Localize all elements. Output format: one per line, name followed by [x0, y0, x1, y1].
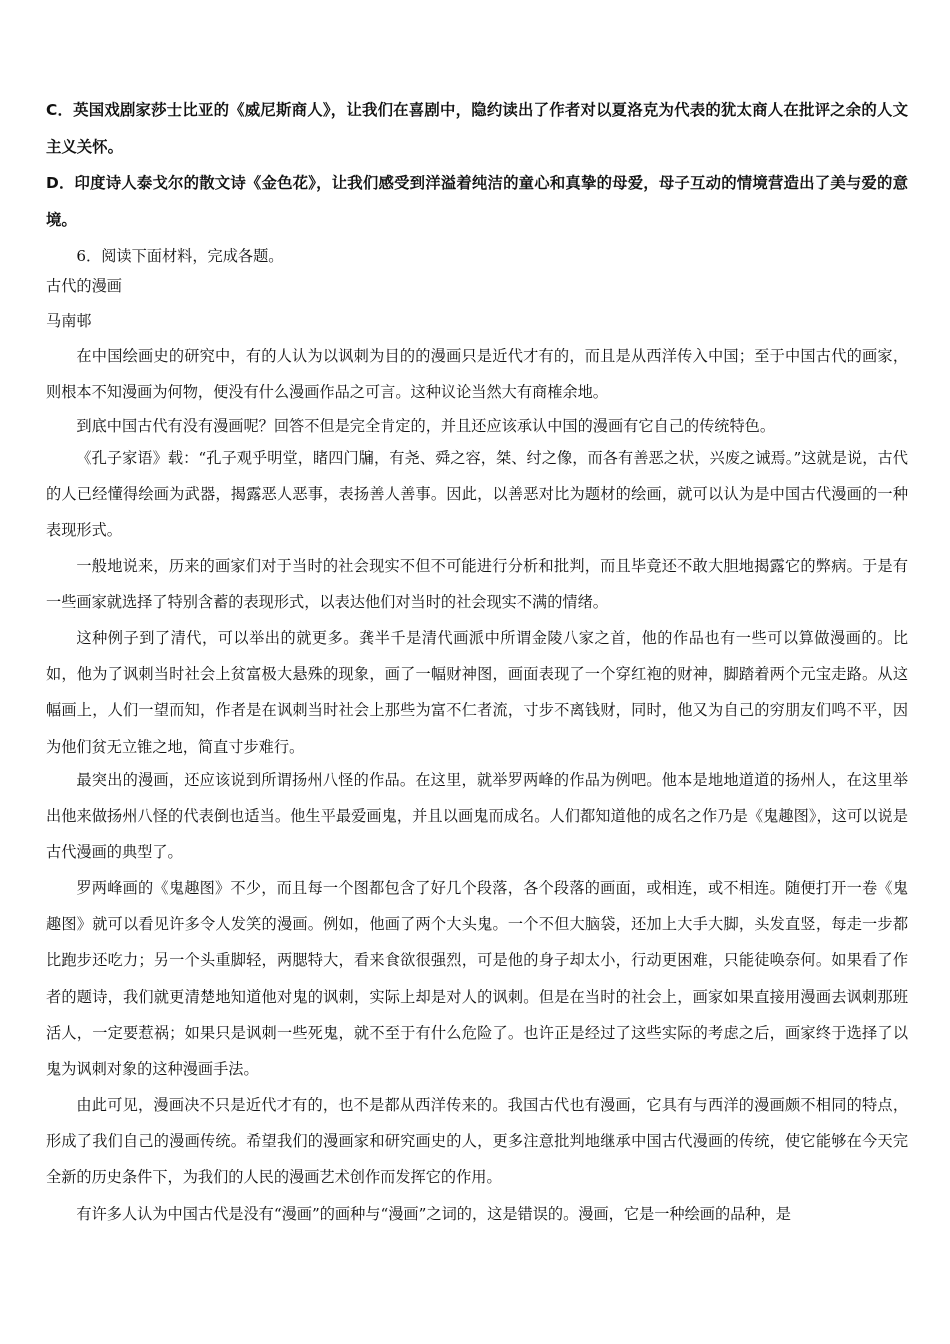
article-paragraph-8: 由此可见，漫画决不只是近代才有的，也不是都从西洋传来的。我国古代也有漫画，它具有与西洋的漫画颇不相同的特点，形成了我们自己的漫画传统。希望我们的漫画家和研究画史的人，更多注意批判地继承中国古代漫画的传统，使它能够在今天完全新的历史条件下，为我们的人民的漫画艺术创作而发挥它的作用。: [46, 1096, 908, 1187]
article-paragraph-1: 在中国绘画史的研究中，有的人认为以讽刺为目的的漫画只是近代才有的，而且是从西洋传入中国；至于中国古代的画家，则根本不知漫画为何物，便没有什么漫画作品之可言。这种议论当然大有商榷余地。: [46, 347, 908, 402]
option-d: [46, 165, 908, 238]
article-paragraph-4: 一般地说来，历来的画家们对于当时的社会现实不但不可能进行分析和批判，而且毕竟还不敢大胆地揭露它的弊病。于是有一些画家就选择了特别含蓄的表现形式，以表达他们对当时的社会现实不满的情绪。: [46, 557, 908, 612]
article-title: 古代的漫画: [46, 277, 122, 295]
option-c-text: 英国戏剧家莎士比亚的《威尼斯商人》，让我们在喜剧中，隐约读出了作者对以夏洛克为代表的犹太商人在批评之余的人文主义关怀。: [46, 101, 908, 156]
option-c: [46, 92, 908, 165]
question-prompt: 6．阅读下面材料，完成各题。: [76, 247, 284, 265]
article-paragraph-3: 《孔子家语》载：“孔子观乎明堂，睹四门牖，有尧、舜之容，桀、纣之像，而各有善恶之状，兴废之诫焉。”这就是说，古代的人已经懂得绘画为武器，揭露恶人恶事，表扬善人善事。因此，以善恶对比为题材的绘画，就可以认为是中国古代漫画的一种表现形式。: [46, 449, 908, 540]
option-d-text: 印度诗人泰戈尔的散文诗《金色花》，让我们感受到洋溢着纯洁的童心和真挚的母爱，母子互动的情境营造出了美与爱的意境。: [46, 174, 908, 229]
article-paragraph-2: 到底中国古代有没有漫画呢？回答不但是完全肯定的，并且还应该承认中国的漫画有它自己的传统特色。: [76, 417, 776, 435]
option-c-letter: C．: [46, 101, 74, 119]
article-paragraph-9: 有许多人认为中国古代是没有“漫画”的画种与“漫画”之词的，这是错误的。漫画，它是一种绘画的品种，是: [76, 1205, 791, 1223]
article-paragraph-7: 罗两峰画的《鬼趣图》不少，而且每一个图都包含了好几个段落，各个段落的画面，或相连，或不相连。随便打开一卷《鬼趣图》就可以看见许多令人发笑的漫画。例如，他画了两个大头鬼。一个不但大脑袋，还加上大手大脚，头发直竖，每走一步都比跑步还吃力；另一个头重脚轻，两腮特大，看来食欲很强烈，可是他的身子却太小，行动更困难，只能徒唤奈何。如果看了作者的题诗，我们就更清楚地知道他对鬼的讽刺，实际上却是对人的讽刺。但是在当时的社会上，画家如果直接用漫画去讽刺那班活人，一定要惹祸；如果只是讽刺一些死鬼，就不至于有什么危险了。也许正是经过了这些实际的考虑之后，画家终于选择了以鬼为讽刺对象的这种漫画手法。: [46, 879, 908, 1079]
article-author: 马南邨: [46, 312, 92, 330]
article-paragraph-5: 这种例子到了清代，可以举出的就更多。龚半千是清代画派中所谓金陵八家之首，他的作品也有一些可以算做漫画的。比如，他为了讽刺当时社会上贫富极大悬殊的现象，画了一幅财神图，画面表现了一个穿红袍的财神，脚踏着两个元宝走路。从这幅画上，人们一望而知，作者是在讽刺当时社会上那些为富不仁者流，寸步不离钱财，同时，他又为自己的穷朋友们鸣不平，因为他们贫无立锥之地，简直寸步难行。: [46, 629, 908, 756]
option-d-letter: D．: [46, 174, 75, 192]
article-paragraph-6: 最突出的漫画，还应该说到所谓扬州八怪的作品。在这里，就举罗两峰的作品为例吧。他本是地地道道的扬州人，在这里举出他来做扬州八怪的代表倒也适当。他生平最爱画鬼，并且以画鬼而成名。人们都知道他的成名之作乃是《鬼趣图》，这可以说是古代漫画的典型了。: [46, 771, 908, 862]
